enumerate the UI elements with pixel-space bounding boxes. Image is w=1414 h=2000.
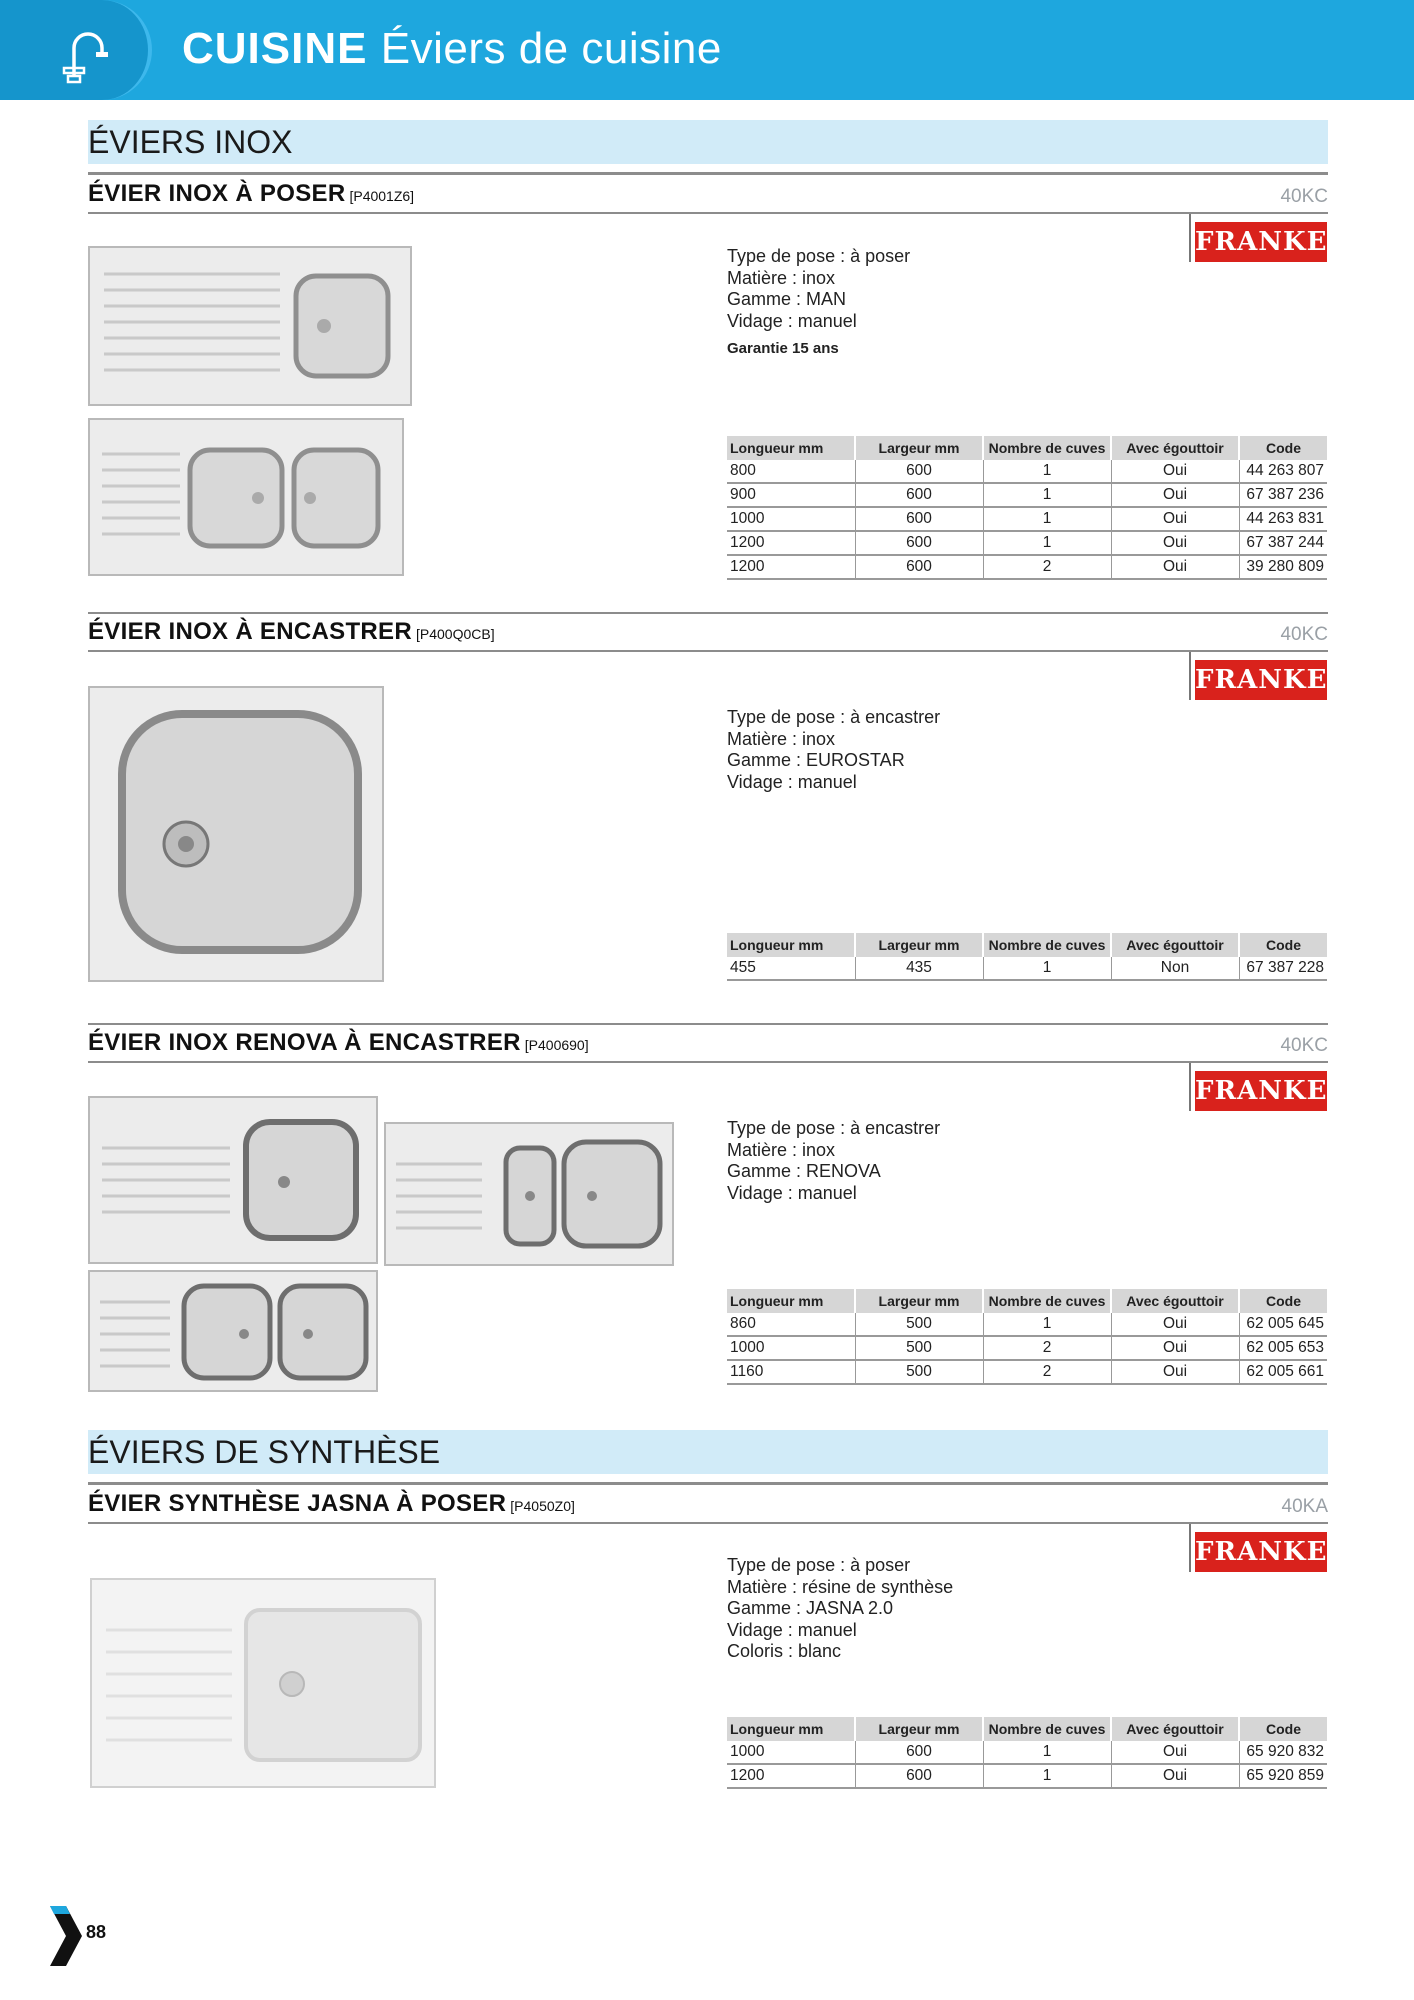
product-ref: [P4001Z6]: [349, 188, 415, 204]
product-ref: [P4050Z0]: [510, 1498, 575, 1514]
table-cell: 1: [983, 957, 1111, 980]
table-cell: 860: [727, 1313, 855, 1336]
table-header: [727, 933, 1327, 957]
table-cell: 600: [855, 1764, 983, 1788]
table-header: [727, 1717, 1327, 1741]
sink-square-icon: [90, 688, 382, 980]
table-cell: 1200: [727, 1764, 855, 1788]
category-subtitle: Éviers de cuisine: [380, 24, 722, 73]
table-cell: 1: [983, 507, 1111, 531]
table-cell: 1: [983, 1764, 1111, 1788]
column-header: Code: [1239, 1289, 1327, 1313]
product-code: 40KC: [1280, 1035, 1328, 1056]
table-cell: 500: [855, 1336, 983, 1360]
column-header: Avec égouttoir: [1111, 436, 1239, 460]
column-header: Code: [1239, 436, 1327, 460]
column-header: Longueur mm: [727, 1289, 855, 1313]
product-specs: Type de pose : à encastrer Matière : inox Gamme : EUROSTAR Vidage : manuel: [727, 707, 941, 792]
table-row: [727, 1741, 1327, 1764]
table-cell: 455: [727, 957, 855, 980]
table-cell: 1200: [727, 531, 855, 555]
brand-logo: [1189, 1063, 1331, 1111]
table-row: [727, 531, 1327, 555]
table-cell: Oui: [1111, 1741, 1239, 1764]
column-header: Avec égouttoir: [1111, 1289, 1239, 1313]
column-header: Nombre de cuves: [983, 1717, 1111, 1741]
table-cell: 1000: [727, 1336, 855, 1360]
table-row: [727, 1313, 1327, 1336]
product-ref: [P400690]: [524, 1037, 589, 1053]
page-title: [182, 24, 722, 74]
table-cell: 900: [727, 483, 855, 507]
brand-logo: [1189, 1524, 1331, 1572]
table-cell: 1: [983, 483, 1111, 507]
table-cell: 1: [983, 460, 1111, 483]
section-heading: ÉVIERS INOX: [88, 120, 1328, 164]
product-image: [88, 246, 412, 406]
table-cell: Oui: [1111, 483, 1239, 507]
table-cell: 62 005 661: [1239, 1360, 1327, 1384]
table-cell: 600: [855, 531, 983, 555]
product-image: [88, 418, 404, 576]
franke-logo: FRANKE: [1195, 1532, 1327, 1572]
section-rule: [88, 1482, 1328, 1485]
table-cell: 600: [855, 507, 983, 531]
product-code: 40KA: [1281, 1496, 1328, 1517]
product-specs: Type de pose : à poser Matière : résine de synthèse Gamme : JASNA 2.0 Vidage : manuel Coloris : blanc: [727, 1555, 954, 1661]
table-cell: 65 920 832: [1239, 1741, 1327, 1764]
table-cell: Oui: [1111, 507, 1239, 531]
table-cell: 2: [983, 555, 1111, 579]
table-cell: 1: [983, 1741, 1111, 1764]
product-title: ÉVIER SYNTHÈSE JASNA À POSER [P4050Z0]: [88, 1490, 575, 1517]
product-title: ÉVIER INOX RENOVA À ENCASTRER [P400690]: [88, 1029, 589, 1056]
product-title: ÉVIER INOX À POSER [P4001Z6]: [88, 180, 415, 207]
table-cell: 600: [855, 555, 983, 579]
table-cell: 2: [983, 1336, 1111, 1360]
table-cell: Oui: [1111, 1764, 1239, 1788]
table-row: [727, 1764, 1327, 1788]
table-row: [727, 483, 1327, 507]
sink-single-icon: [90, 248, 410, 404]
product-ref: [P400Q0CB]: [415, 626, 495, 642]
product-rule: [88, 212, 1328, 214]
table-header: [727, 436, 1327, 460]
product-code: 40KC: [1280, 624, 1328, 645]
table-row: [727, 555, 1327, 579]
column-header: Avec égouttoir: [1111, 1717, 1239, 1741]
column-header: Nombre de cuves: [983, 1289, 1111, 1313]
table-cell: Oui: [1111, 531, 1239, 555]
column-header: Code: [1239, 1717, 1327, 1741]
section-rule: [88, 172, 1328, 175]
guarantee-label: Garantie 15 ans: [727, 340, 839, 357]
product-table: [727, 933, 1327, 981]
table-cell: 1160: [727, 1360, 855, 1384]
faucet-icon: [60, 24, 122, 84]
column-header: Longueur mm: [727, 933, 855, 957]
column-header: Nombre de cuves: [983, 933, 1111, 957]
column-header: Largeur mm: [855, 436, 983, 460]
table-row: [727, 1336, 1327, 1360]
product-rule: [88, 650, 1328, 652]
table-cell: 67 387 228: [1239, 957, 1327, 980]
sink-synthesis-icon: [92, 1580, 434, 1786]
header-tab: [0, 0, 152, 100]
table-cell: 1000: [727, 507, 855, 531]
product-image: [88, 1096, 378, 1264]
table-cell: 44 263 831: [1239, 507, 1327, 531]
product-table: [727, 1289, 1327, 1385]
product-rule: [88, 1522, 1328, 1524]
product-image: [88, 1270, 378, 1392]
franke-logo: FRANKE: [1195, 222, 1327, 262]
category-label: CUISINE: [182, 24, 368, 73]
table-cell: 800: [727, 460, 855, 483]
table-cell: 1000: [727, 1741, 855, 1764]
page-number: 88: [86, 1922, 107, 1942]
product-rule: [88, 612, 1328, 614]
table-cell: Oui: [1111, 555, 1239, 579]
sink-renova-twin-icon: [90, 1272, 376, 1390]
page-arrow-icon: [48, 1904, 84, 1968]
table-cell: 1200: [727, 555, 855, 579]
sink-renova-single-icon: [90, 1098, 376, 1262]
column-header: Code: [1239, 933, 1327, 957]
sink-double-icon: [90, 420, 402, 574]
column-header: Largeur mm: [855, 1289, 983, 1313]
column-header: Avec égouttoir: [1111, 933, 1239, 957]
section-heading: ÉVIERS DE SYNTHÈSE: [88, 1430, 1328, 1474]
table-row: [727, 957, 1327, 980]
table-cell: Oui: [1111, 1313, 1239, 1336]
table-cell: Non: [1111, 957, 1239, 980]
table-cell: Oui: [1111, 1336, 1239, 1360]
table-cell: 500: [855, 1360, 983, 1384]
table-cell: 600: [855, 483, 983, 507]
sink-renova-double-icon: [386, 1124, 672, 1264]
product-rule: [88, 1023, 1328, 1025]
product-title: ÉVIER INOX À ENCASTRER [P400Q0CB]: [88, 618, 495, 645]
product-image: [90, 1578, 436, 1788]
product-specs: Type de pose : à poser Matière : inox Gamme : MAN Vidage : manuel Garantie 15 ans: [727, 246, 910, 360]
table-cell: 62 005 645: [1239, 1313, 1327, 1336]
column-header: Largeur mm: [855, 933, 983, 957]
franke-logo: FRANKE: [1195, 1071, 1327, 1111]
page-header: [0, 0, 1414, 100]
product-rule: [88, 1061, 1328, 1063]
column-header: Largeur mm: [855, 1717, 983, 1741]
column-header: Longueur mm: [727, 436, 855, 460]
product-image: [384, 1122, 674, 1266]
table-cell: 435: [855, 957, 983, 980]
table-cell: Oui: [1111, 1360, 1239, 1384]
table-cell: 67 387 236: [1239, 483, 1327, 507]
table-cell: 67 387 244: [1239, 531, 1327, 555]
table-cell: 1: [983, 1313, 1111, 1336]
table-cell: 39 280 809: [1239, 555, 1327, 579]
table-cell: 2: [983, 1360, 1111, 1384]
franke-logo: FRANKE: [1195, 660, 1327, 700]
table-row: [727, 1360, 1327, 1384]
table-row: [727, 460, 1327, 483]
brand-logo: [1189, 652, 1331, 700]
product-image: [88, 686, 384, 982]
brand-logo: [1189, 214, 1331, 262]
table-cell: 600: [855, 1741, 983, 1764]
table-cell: 44 263 807: [1239, 460, 1327, 483]
product-code: 40KC: [1280, 186, 1328, 207]
product-table: [727, 436, 1327, 580]
table-cell: 1: [983, 531, 1111, 555]
table-cell: 500: [855, 1313, 983, 1336]
table-cell: 62 005 653: [1239, 1336, 1327, 1360]
table-cell: Oui: [1111, 460, 1239, 483]
column-header: Nombre de cuves: [983, 436, 1111, 460]
table-cell: 600: [855, 460, 983, 483]
column-header: Longueur mm: [727, 1717, 855, 1741]
table-header: [727, 1289, 1327, 1313]
product-table: [727, 1717, 1327, 1789]
table-row: [727, 507, 1327, 531]
product-specs: Type de pose : à encastrer Matière : inox Gamme : RENOVA Vidage : manuel: [727, 1118, 941, 1203]
table-cell: 65 920 859: [1239, 1764, 1327, 1788]
